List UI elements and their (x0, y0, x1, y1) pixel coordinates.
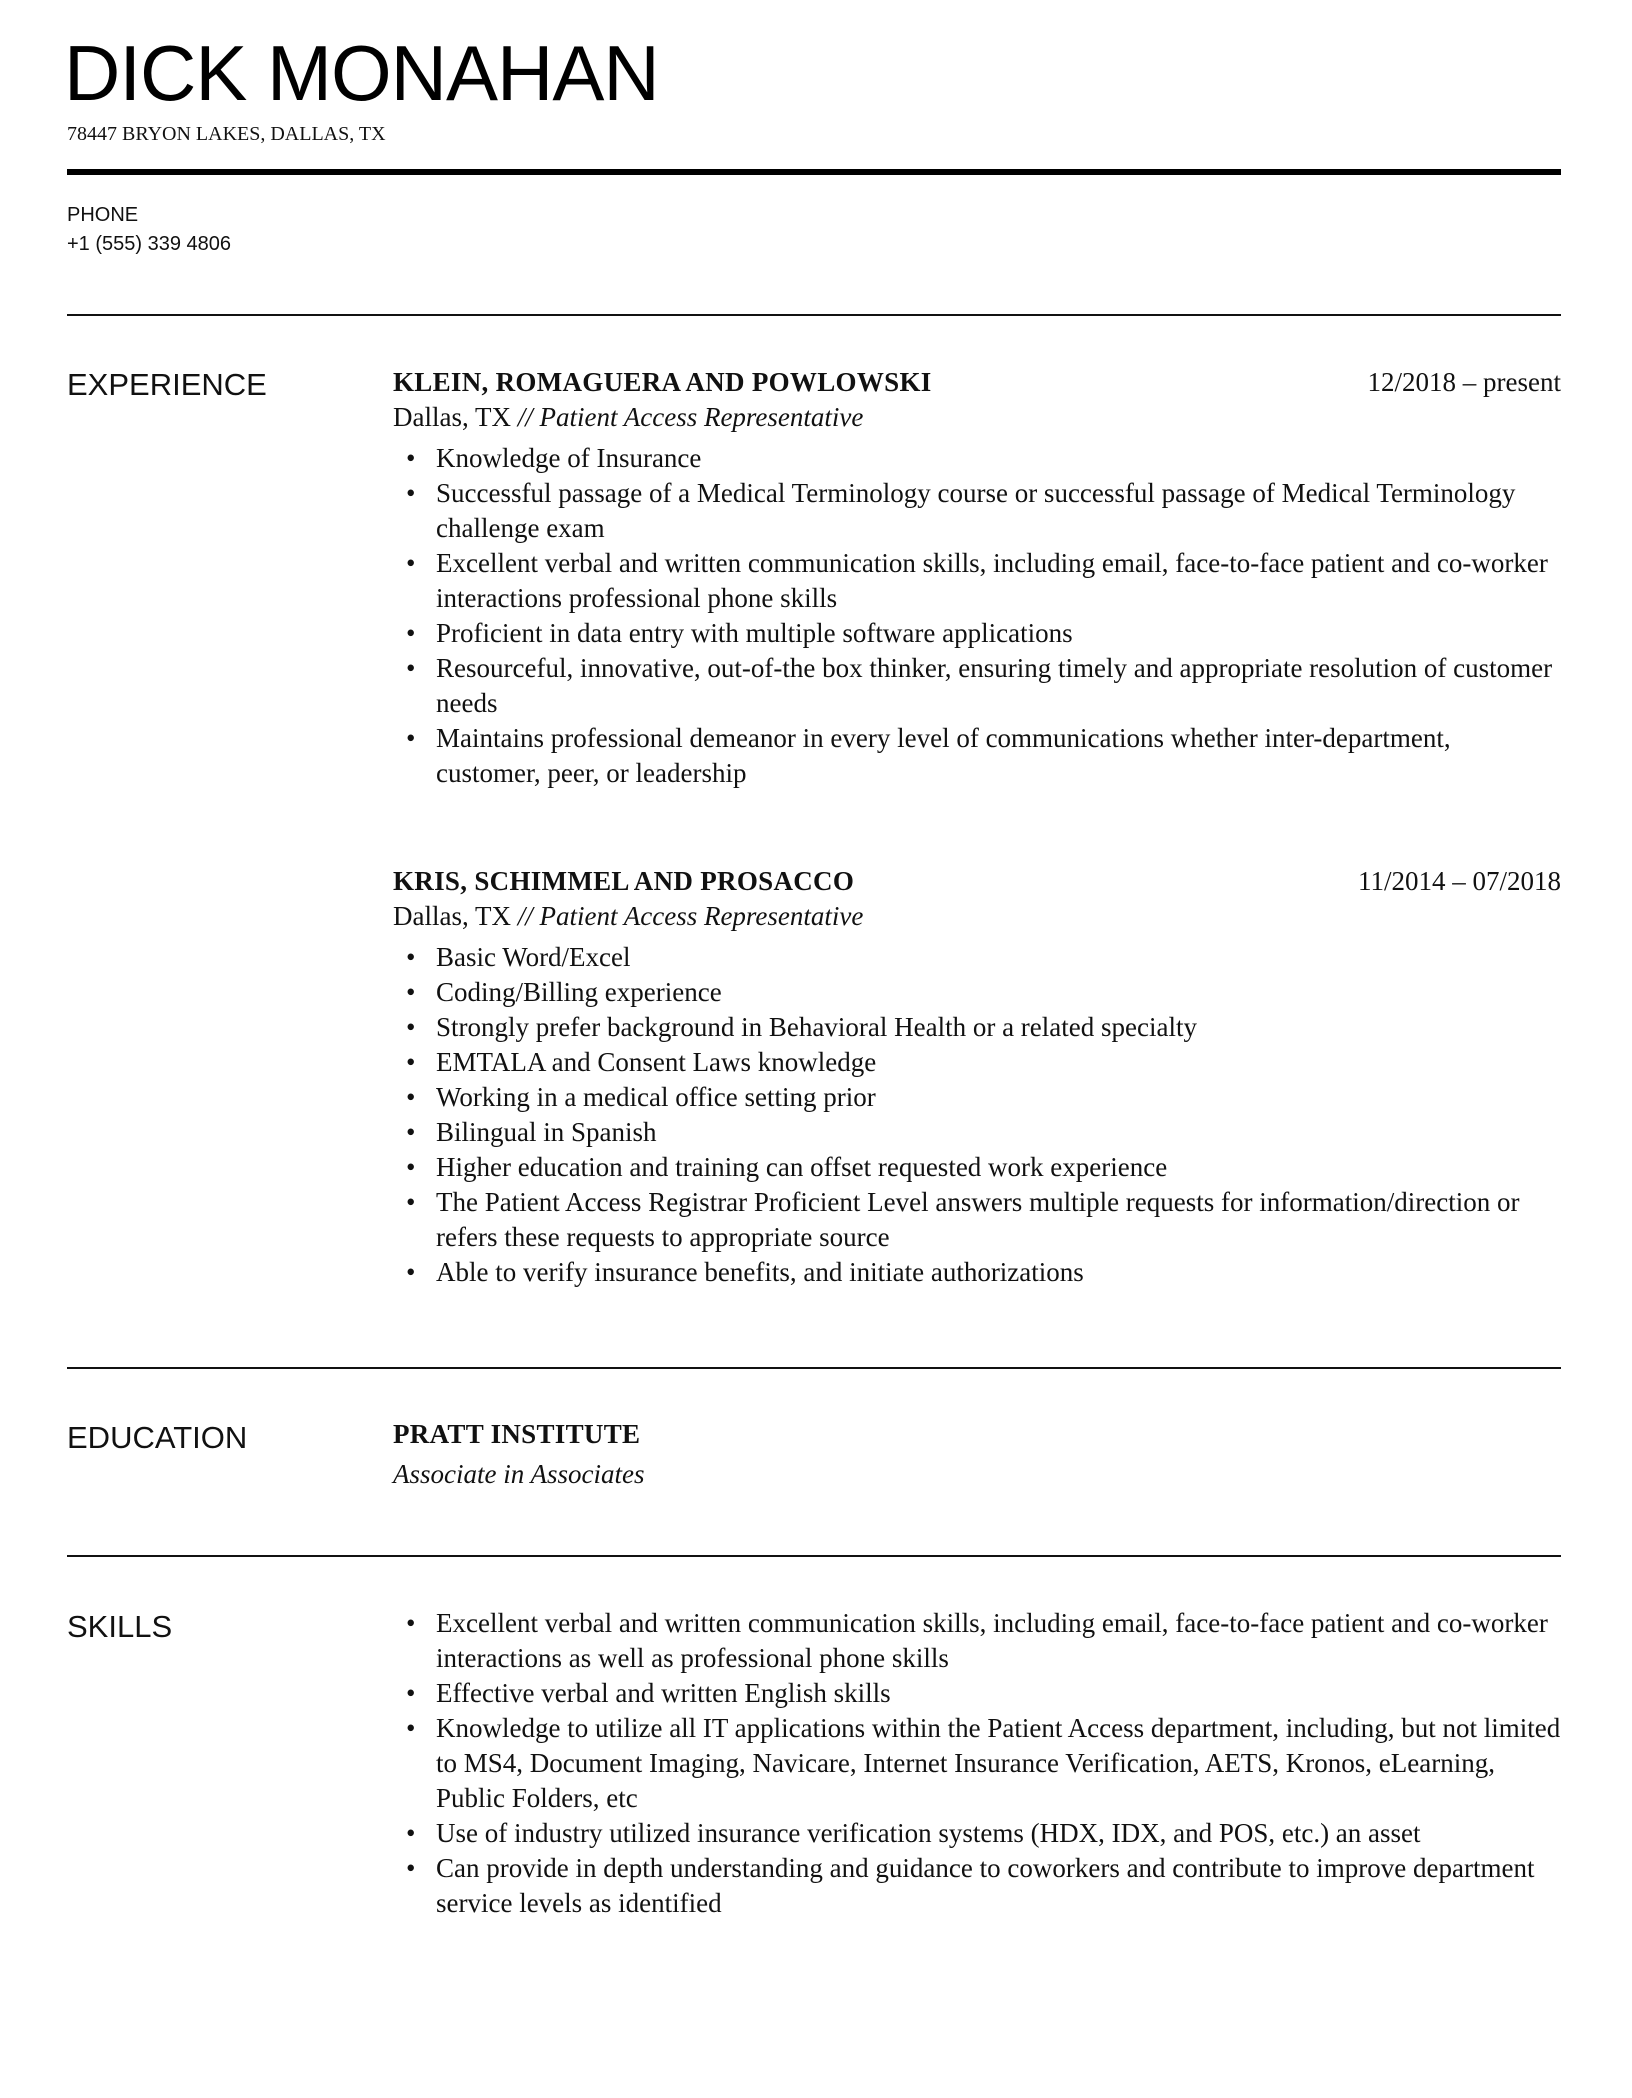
list-item: • EMTALA and Consent Laws knowledge (436, 1045, 1561, 1080)
separator: // (517, 402, 533, 432)
phone-number: +1 (555) 339 4806 (67, 233, 232, 255)
job-role: Patient Access Representative (539, 901, 864, 931)
list-item: • Basic Word/Excel (436, 940, 1561, 975)
list-item: • Higher education and training can offset requested work experience (436, 1150, 1561, 1185)
list-item: • Working in a medical office setting prior (436, 1080, 1561, 1115)
list-item: • Use of industry utilized insurance verification systems (HDX, IDX, and POS, etc.) an asset (436, 1816, 1561, 1851)
job-dates: 11/2014 – 07/2018 (1357, 866, 1561, 896)
separator: // (517, 901, 533, 931)
skills-section (393, 1600, 1561, 1921)
company-name: KRIS, SCHIMMEL AND PROSACCO (393, 866, 855, 896)
phone-label: PHONE (67, 204, 139, 226)
job-location: Dallas, TX (393, 402, 511, 432)
list-item: • Strongly prefer background in Behavioral Health or a related specialty (436, 1010, 1561, 1045)
list-item: • Excellent verbal and written communication skills, including email, face-to-face patient and co-worker interactions professional phone skills (436, 546, 1561, 616)
job-bullets (393, 940, 1561, 1290)
list-item: • Coding/Billing experience (436, 975, 1561, 1010)
candidate-name: DICK MONAHAN (64, 29, 659, 117)
job-entry (393, 864, 1561, 1290)
experience-section-2 (393, 864, 1561, 1290)
list-item: • The Patient Access Registrar Proficient Level answers multiple requests for information/direction or refers these requests to appropriate source (436, 1185, 1561, 1255)
company-name: KLEIN, ROMAGUERA AND POWLOWSKI (393, 367, 932, 397)
skills-list (393, 1606, 1561, 1921)
job-bullets (393, 441, 1561, 791)
divider (67, 314, 1561, 316)
list-item: • Able to verify insurance benefits, and initiate authorizations (436, 1255, 1561, 1290)
job-subtitle (393, 400, 1561, 435)
list-item: • Resourceful, innovative, out-of-the box thinker, ensuring timely and appropriate resolution of customer needs (436, 651, 1561, 721)
list-item: • Can provide in depth understanding and guidance to coworkers and contribute to improve department service levels as identified (436, 1851, 1561, 1921)
list-item: • Knowledge to utilize all IT applications within the Patient Access department, including, but not limited to MS4, Document Imaging, Navicare, Internet Insurance Verification, AETS, Kronos, eLearning, Public Folders, etc (436, 1711, 1561, 1816)
job-role: Patient Access Representative (539, 402, 864, 432)
list-item: • Successful passage of a Medical Terminology course or successful passage of Medical Terminology challenge exam (436, 476, 1561, 546)
education-section (393, 1417, 1561, 1492)
section-title-skills: SKILLS (67, 1609, 173, 1644)
list-item: • Bilingual in Spanish (436, 1115, 1561, 1150)
job-dates: 12/2018 – present (1367, 367, 1561, 397)
experience-section (393, 365, 1561, 791)
job-entry (393, 365, 1561, 791)
job-subtitle (393, 899, 1561, 934)
degree: Associate in Associates (393, 1459, 645, 1489)
header-divider (67, 169, 1561, 175)
list-item: • Knowledge of Insurance (436, 441, 1561, 476)
address: 78447 BRYON LAKES, DALLAS, TX (67, 123, 386, 145)
list-item: • Maintains professional demeanor in every level of communications whether inter-department, customer, peer, or leadership (436, 721, 1561, 791)
divider (67, 1555, 1561, 1557)
divider (67, 1367, 1561, 1369)
school-name: PRATT INSTITUTE (393, 1419, 641, 1449)
section-title-experience: EXPERIENCE (67, 367, 267, 402)
list-item: • Effective verbal and written English skills (436, 1676, 1561, 1711)
job-location: Dallas, TX (393, 901, 511, 931)
list-item: • Excellent verbal and written communication skills, including email, face-to-face patient and co-worker interactions as well as professional phone skills (436, 1606, 1561, 1676)
list-item: • Proficient in data entry with multiple software applications (436, 616, 1561, 651)
section-title-education: EDUCATION (67, 1420, 248, 1455)
